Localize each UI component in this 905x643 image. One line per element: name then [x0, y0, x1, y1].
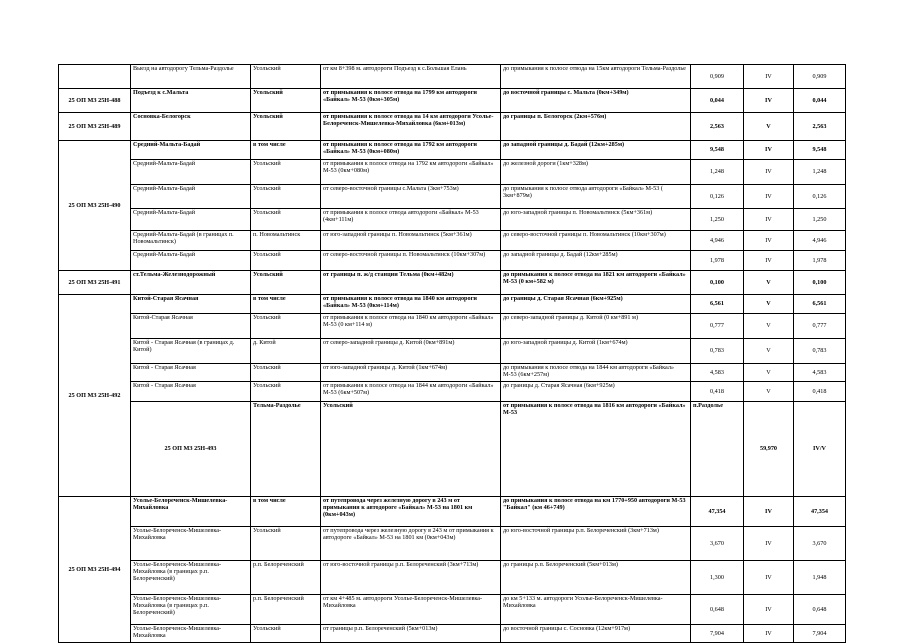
- from-point-cell: от примыкания к полосе отвода на 1799 км автодороги «Байкал» М-53 (0км+305м): [321, 89, 501, 113]
- category-cell: IV: [744, 65, 794, 89]
- table-row: [59, 624, 846, 642]
- to-point-cell: п.Раздолье: [691, 402, 744, 497]
- from-point-cell: от примыкания к полосе отвода на 1840 км автодороги «Байкал» М-53 (0км+114м): [321, 295, 501, 314]
- road-name-cell: Китой-Старая Ясачная: [131, 314, 251, 339]
- length-cell: 1,248: [691, 160, 744, 185]
- from-point-cell: от путепровода через железную дорогу в 243 м от примыкания к автодороге «Байкал» М-53 на 1801 км (0км+043м): [321, 496, 501, 526]
- length-cell: 6,561: [691, 295, 744, 314]
- length-cell: 7,904: [691, 624, 744, 642]
- road-name-cell: Сосновка-Белогорск: [131, 113, 251, 141]
- road-id-cell: [59, 65, 131, 89]
- road-id-cell: 25 ОП МЗ 25Н-489: [59, 113, 131, 141]
- to-point-cell: до западной границы д. Бадай (12км+285м): [501, 251, 691, 271]
- from-point-cell: от юго-западной границы д. Китой (1км+674м): [321, 364, 501, 382]
- length-cell: 0,777: [691, 314, 744, 339]
- to-point-cell: до границы р.п. Белореченский (5км+013м): [501, 560, 691, 594]
- length-cell: 0,044: [691, 89, 744, 113]
- length-cell: 0,418: [691, 382, 744, 402]
- length-cell: 2,563: [691, 113, 744, 141]
- district-cell: Усольский: [251, 624, 321, 642]
- total-length-cell: 0,777: [794, 314, 846, 339]
- total-length-cell: 0,783: [794, 339, 846, 364]
- category-cell: IV: [744, 526, 794, 560]
- length-cell: 0,909: [691, 65, 744, 89]
- length-cell: 0,100: [691, 271, 744, 295]
- category-cell: V: [744, 113, 794, 141]
- to-point-cell: до восточной границы с. Сосновка (12км+917м): [501, 624, 691, 642]
- category-cell: V: [744, 271, 794, 295]
- to-point-cell: до железной дороги (1км+328м): [501, 160, 691, 185]
- district-cell: п. Новомальтинск: [251, 231, 321, 251]
- from-point-cell: от путепровода через железную дорогу в 243 м от примыкания к автодороге «Байкал» М-53 на 1801 км (0км+043м): [321, 526, 501, 560]
- category-cell: IV/V: [794, 402, 846, 497]
- road-name-cell: Выезд на автодорогу Тельма-Раздолье: [131, 65, 251, 89]
- category-cell: IV: [744, 496, 794, 526]
- to-point-cell: до северо-восточной границы п. Новомальтинск (10км+307м): [501, 231, 691, 251]
- length-cell: 3,670: [691, 526, 744, 560]
- category-cell: IV: [744, 89, 794, 113]
- road-name-cell: Усолье-Белореченск-Мишелевка-Михайловка: [131, 526, 251, 560]
- length-cell: 4,946: [691, 231, 744, 251]
- roads-table: [58, 64, 846, 643]
- total-length-cell: 6,561: [794, 295, 846, 314]
- table-row: [59, 141, 846, 160]
- table-row: [59, 231, 846, 251]
- to-point-cell: до юго-западной границы д. Китой (1км+674м): [501, 339, 691, 364]
- district-cell: Усольский: [251, 185, 321, 209]
- district-cell: д. Китой: [251, 339, 321, 364]
- from-point-cell: от юго-западной границы п. Новомальтинск (5км+361м): [321, 231, 501, 251]
- from-point-cell: от примыкания к полосе отвода на 1792 км автодороги «Байкал» М-53 (0км+080м): [321, 160, 501, 185]
- road-name-cell: Средний-Мальта-Бадай (в границах п. Новомальтинск): [131, 231, 251, 251]
- from-point-cell: от северо-западной границы д. Китой (0км+891м): [321, 339, 501, 364]
- roads-table-body: [59, 65, 846, 643]
- category-cell: IV: [744, 251, 794, 271]
- road-name-cell: Китой - Старая Ясачная (в границах д. Китой): [131, 339, 251, 364]
- road-id-cell: 25 ОП МЗ 25Н-494: [59, 496, 131, 642]
- total-length-cell: 2,563: [794, 113, 846, 141]
- to-point-cell: до восточной границы с. Мальта (0км+349м): [501, 89, 691, 113]
- total-length-cell: 1,250: [794, 209, 846, 231]
- length-cell: 1,978: [691, 251, 744, 271]
- from-point-cell: от км 8+398 м. автодороги Подъезд к с.Большая Елань: [321, 65, 501, 89]
- district-cell: Усольский: [251, 251, 321, 271]
- total-length-cell: 47,354: [794, 496, 846, 526]
- district-cell: Усольский: [251, 209, 321, 231]
- road-name-cell: Китой-Старая Ясачная: [131, 295, 251, 314]
- total-length-cell: 1,248: [794, 160, 846, 185]
- category-cell: V: [744, 295, 794, 314]
- to-point-cell: до примыкания к полосе отвода на 1821 км автодороги «Байкал» М-53 (0 км+582 м): [501, 271, 691, 295]
- road-name-cell: Средний-Мальта-Бадай: [131, 251, 251, 271]
- from-point-cell: от км 4+485 м. автодороги Усолье-Белореченск-Мишелевка-Михайловка: [321, 594, 501, 624]
- road-name-cell: Тельма-Раздолье: [251, 402, 321, 497]
- total-length-cell: 0,909: [794, 65, 846, 89]
- total-length-cell: 3,670: [794, 526, 846, 560]
- table-row: [59, 65, 846, 89]
- table-row: [59, 364, 846, 382]
- road-name-cell: Китой - Старая Ясачная: [131, 382, 251, 402]
- to-point-cell: до примыкания к полосе отвода автодороги «Байкал» М-53 ( 3км+879м): [501, 185, 691, 209]
- district-cell: р.п. Белореченский: [251, 560, 321, 594]
- length-cell: 0,648: [691, 594, 744, 624]
- district-cell: в том числе: [251, 141, 321, 160]
- to-point-cell: до границы д. Старая Ясачная (6км+925м): [501, 295, 691, 314]
- from-point-cell: от юго-восточной границы р.п. Белореченский (3км+713м): [321, 560, 501, 594]
- district-cell: Усольский: [251, 364, 321, 382]
- from-point-cell: от примыкания к полосе отвода на 1844 км автодороги «Байкал» М-53 (6км+507м): [321, 382, 501, 402]
- length-cell: 4,583: [691, 364, 744, 382]
- road-name-cell: Китой - Старая Ясачная: [131, 364, 251, 382]
- total-length-cell: 0,044: [794, 89, 846, 113]
- category-cell: IV: [744, 209, 794, 231]
- table-row: [59, 113, 846, 141]
- length-cell: 47,354: [691, 496, 744, 526]
- table-row: [59, 251, 846, 271]
- total-length-cell: 0,126: [794, 185, 846, 209]
- road-id-cell: 25 ОП МЗ 25Н-491: [59, 271, 131, 295]
- length-cell: 9,548: [691, 141, 744, 160]
- district-cell: в том числе: [251, 295, 321, 314]
- table-row: [59, 185, 846, 209]
- table-row: [59, 382, 846, 402]
- to-point-cell: до юго-западной границы п. Новомальтинск (5км+361м): [501, 209, 691, 231]
- road-id-cell: 25 ОП МЗ 25Н-488: [59, 89, 131, 113]
- road-name-cell: Средний-Мальта-Бадай: [131, 209, 251, 231]
- total-length-cell: 4,583: [794, 364, 846, 382]
- table-row: [59, 314, 846, 339]
- road-name-cell: Усолье-Белореченск-Мишелевка-Михайловка: [131, 624, 251, 642]
- from-point-cell: от северо-восточной границы с.Мальта (3км+753м): [321, 185, 501, 209]
- road-id-cell: 25 ОП МЗ 25Н-493: [131, 402, 251, 497]
- from-point-cell: от примыкания к полосе отвода на 14 км автодороги Усолье-Белореченск-Мишелевка-Михайловка (6км+013м): [321, 113, 501, 141]
- length-cell: 0,783: [691, 339, 744, 364]
- category-cell: IV: [744, 141, 794, 160]
- from-point-cell: от примыкания к полосе отвода на 1792 км автодороги «Байкал» М-53 (0км+080м): [321, 141, 501, 160]
- district-cell: в том числе: [251, 496, 321, 526]
- road-id-cell: 25 ОП МЗ 25Н-492: [59, 295, 131, 497]
- to-point-cell: до примыкания к полосе отвода на 15км автодороги Тельма-Раздолье: [501, 65, 691, 89]
- total-length-cell: 0,100: [794, 271, 846, 295]
- total-length-cell: 0,418: [794, 382, 846, 402]
- total-length-cell: 4,946: [794, 231, 846, 251]
- road-name-cell: Усолье-Белореченск-Мишелевка-Михайловка (в границах р.п. Белореченский): [131, 560, 251, 594]
- from-point-cell: от примыкания к полосе отвода на 1816 км автодороги «Байкал» М-53: [501, 402, 691, 497]
- table-row: [59, 295, 846, 314]
- category-cell: V: [744, 382, 794, 402]
- road-name-cell: Подъезд к с.Мальта: [131, 89, 251, 113]
- district-cell: Усольский: [251, 89, 321, 113]
- district-cell: Усольский: [251, 526, 321, 560]
- district-cell: Усольский: [251, 382, 321, 402]
- district-cell: р.п. Белореченский: [251, 594, 321, 624]
- to-point-cell: до границы п. Белогорск (2км+576м): [501, 113, 691, 141]
- category-cell: IV: [744, 594, 794, 624]
- table-row: [59, 560, 846, 594]
- road-name-cell: ст.Тельма-Железнодорожный: [131, 271, 251, 295]
- road-name-cell: Средний-Мальта-Бадай: [131, 160, 251, 185]
- road-id-cell: 25 ОП МЗ 25Н-490: [59, 141, 131, 271]
- to-point-cell: до границы д. Старая Ясачная (6км+925м): [501, 382, 691, 402]
- from-point-cell: от границы п. ж/д станции Тельма (0км+482м): [321, 271, 501, 295]
- road-name-cell: Средний-Мальта-Бадай: [131, 185, 251, 209]
- district-cell: Усольский: [251, 113, 321, 141]
- district-cell: Усольский: [251, 160, 321, 185]
- table-row: [59, 526, 846, 560]
- length-cell: 59,970: [744, 402, 794, 497]
- total-length-cell: 9,548: [794, 141, 846, 160]
- total-length-cell: 7,904: [794, 624, 846, 642]
- total-length-cell: 0,648: [794, 594, 846, 624]
- category-cell: IV: [744, 624, 794, 642]
- length-cell: 0,126: [691, 185, 744, 209]
- to-point-cell: до примыкания к полосе отвода на 1844 км автодороги «Байкал» М-53 (6км+257м): [501, 364, 691, 382]
- table-row: [59, 209, 846, 231]
- length-cell: 1,250: [691, 209, 744, 231]
- to-point-cell: до северо-западной границы д. Китой (0 км+891 м): [501, 314, 691, 339]
- category-cell: IV: [744, 185, 794, 209]
- road-name-cell: Средний-Мальта-Бадай: [131, 141, 251, 160]
- table-row: [59, 271, 846, 295]
- length-cell: 1,300: [691, 560, 744, 594]
- from-point-cell: от примыкания к полосе отвода автодороги «Байкал» М-53 (4км+111м): [321, 209, 501, 231]
- category-cell: V: [744, 339, 794, 364]
- district-cell: Усольский: [321, 402, 501, 497]
- to-point-cell: до км 5+133 м. автодороги Усолье-Белореченск-Мишелевка-Михайловка: [501, 594, 691, 624]
- to-point-cell: до юго-восточной границы р.п. Белореченский (3км+713м): [501, 526, 691, 560]
- to-point-cell: до западной границы д. Бадай (12км+285м): [501, 141, 691, 160]
- district-cell: Усольский: [251, 65, 321, 89]
- category-cell: IV: [744, 560, 794, 594]
- total-length-cell: 1,948: [794, 560, 846, 594]
- table-row: [59, 496, 846, 526]
- table-row: [59, 594, 846, 624]
- category-cell: IV: [744, 160, 794, 185]
- table-row: [59, 160, 846, 185]
- from-point-cell: от примыкания к полосе отвода на 1840 км автодороги «Байкал» М-53 (0 км+114 м): [321, 314, 501, 339]
- to-point-cell: до примыкания к полосе отвода на км 1770+950 автодороги М-53 "Байкал" (км 46+749): [501, 496, 691, 526]
- category-cell: V: [744, 364, 794, 382]
- from-point-cell: от северо-восточной границы п. Новомальтинск (10км+307м): [321, 251, 501, 271]
- from-point-cell: от границы р.п. Белореченский (5км+013м): [321, 624, 501, 642]
- table-row: [59, 402, 846, 497]
- total-length-cell: 1,978: [794, 251, 846, 271]
- road-name-cell: Усолье-Белореченск-Мишелевка-Михайловка: [131, 496, 251, 526]
- district-cell: Усольский: [251, 271, 321, 295]
- road-name-cell: Усолье-Белореченск-Мишелевка-Михайловка (в границах р.п. Белореченский): [131, 594, 251, 624]
- district-cell: Усольский: [251, 314, 321, 339]
- table-row: [59, 339, 846, 364]
- category-cell: IV: [744, 231, 794, 251]
- table-row: [59, 89, 846, 113]
- category-cell: V: [744, 314, 794, 339]
